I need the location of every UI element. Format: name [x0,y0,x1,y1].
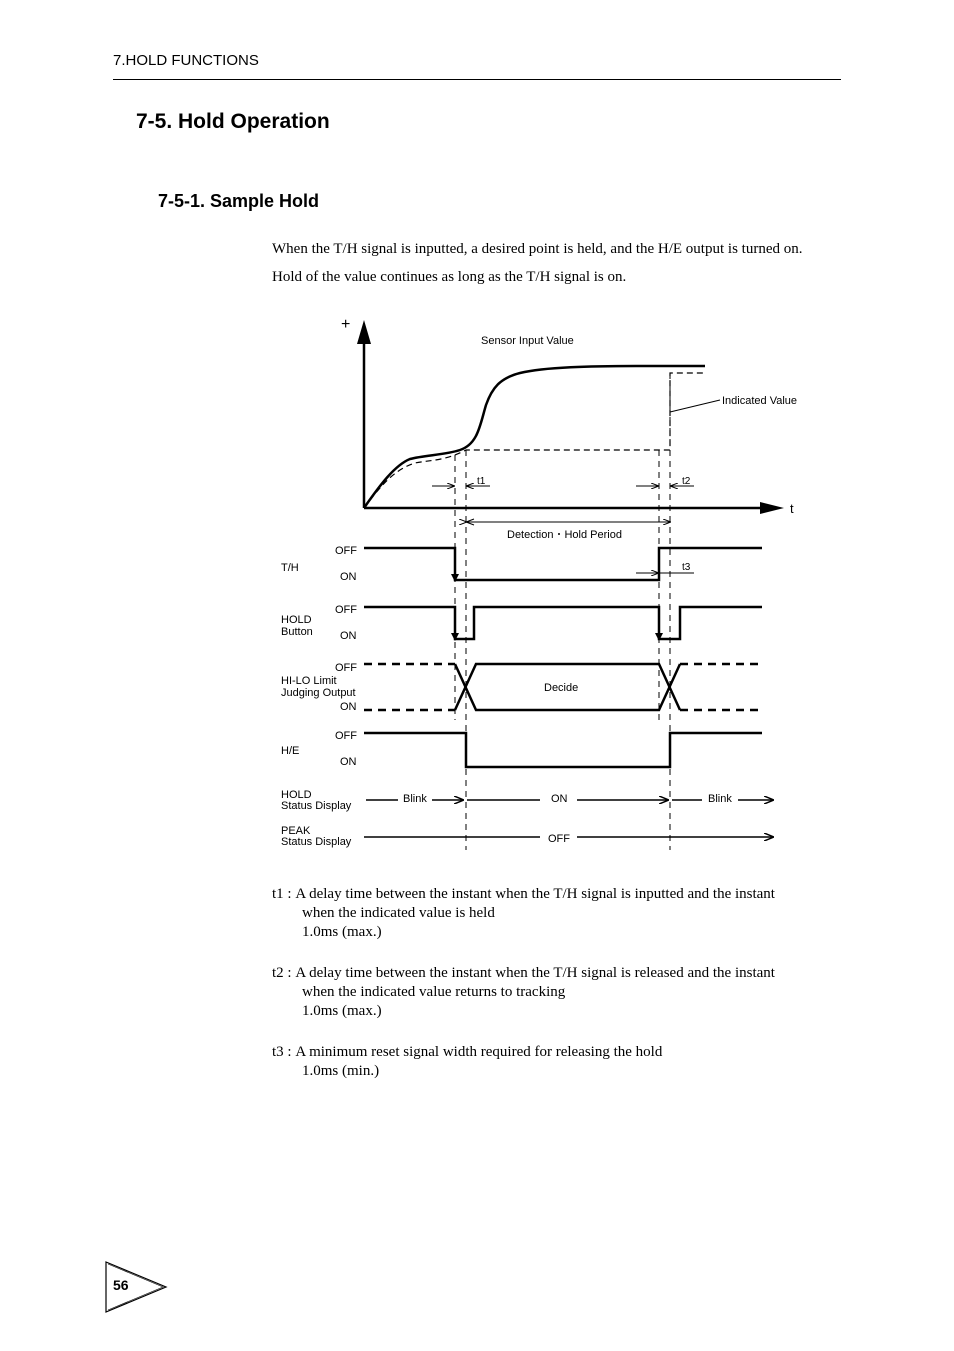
note-t2-desc: A delay time between the instant when the T/H signal is released and the instant [295,965,775,981]
t-axis-label: t [790,501,794,516]
th-waveform [364,548,762,580]
note-t1-line2: when the indicated value is held [302,905,495,921]
sensor-input-curve [364,366,705,508]
note-t3-value: 1.0ms (min.) [302,1063,380,1079]
hold-button-on-label: ON [340,630,357,642]
hold-button-off-label: OFF [335,604,357,616]
page-title: 7-5. Hold Operation [136,110,330,133]
he-off-label: OFF [335,730,357,742]
note-t2-line2: when the indicated value returns to tracking [302,984,566,1000]
he-label: H/E [281,745,300,757]
decide-label: Decide [544,682,579,694]
note-t1 [272,885,842,942]
sensor-input-label: Sensor Input Value [481,335,574,347]
page-number: 56 [113,1277,129,1293]
hilo-on-label: ON [340,701,357,713]
hilo-label-1: HI-LO Limit [281,675,337,687]
intro-line-2: Hold of the value continues as long as the T/H signal is on. [272,269,627,285]
note-t2-value: 1.0ms (max.) [302,1003,382,1019]
hold-status-blink-2: Blink [708,793,732,805]
note-t3-desc: A minimum reset signal width required for releasing the hold [295,1044,663,1060]
he-on-label: ON [340,756,357,768]
indicated-value-leader [670,400,720,412]
hold-status-on: ON [551,793,568,805]
peak-status-off: OFF [548,833,570,845]
hilo-label-2: Judging Output [281,687,356,699]
y-axis-arrowhead [357,320,371,344]
peak-status-label-1: PEAK [281,825,311,837]
note-t3 [272,1043,842,1081]
indicated-value-label: Indicated Value [722,395,798,407]
time-axis-arrowhead [760,502,784,514]
plus-label: + [341,316,351,333]
th-label: T/H [281,562,299,574]
hold-status-blink-1: Blink [403,793,427,805]
he-waveform [364,733,762,767]
intro-line-1: When the T/H signal is inputted, a desired point is held, and the H/E output is turned on. [272,241,803,257]
th-off-label: OFF [335,545,357,557]
hold-status-label-2: Status Display [281,800,352,812]
period-label: Detection・Hold Period [507,529,622,541]
note-t2 [272,964,842,1021]
section-subtitle: 7-5-1. Sample Hold [158,191,320,211]
hold-status-label-1: HOLD [281,789,312,801]
note-t3-term: t3 : [272,1044,296,1060]
t1-label: t1 [477,476,486,487]
hold-button-label-1: HOLD [281,614,312,626]
t2-label: t2 [682,476,691,487]
hold-button-label-2: Button [281,626,313,638]
indicated-value-curve [364,373,705,508]
section-header: 7.HOLD FUNCTIONS [113,52,259,69]
note-t1-desc: A delay time between the instant when the T/H signal is inputted and the instant [295,886,775,902]
t3-label: t3 [682,562,691,573]
hilo-off-label: OFF [335,662,357,674]
hold-button-waveform [364,607,762,639]
peak-status-label-2: Status Display [281,836,352,848]
note-t2-term: t2 : [272,965,296,981]
note-t1-term: t1 : [272,886,296,902]
note-t1-value: 1.0ms (max.) [302,924,382,940]
th-on-label: ON [340,571,357,583]
